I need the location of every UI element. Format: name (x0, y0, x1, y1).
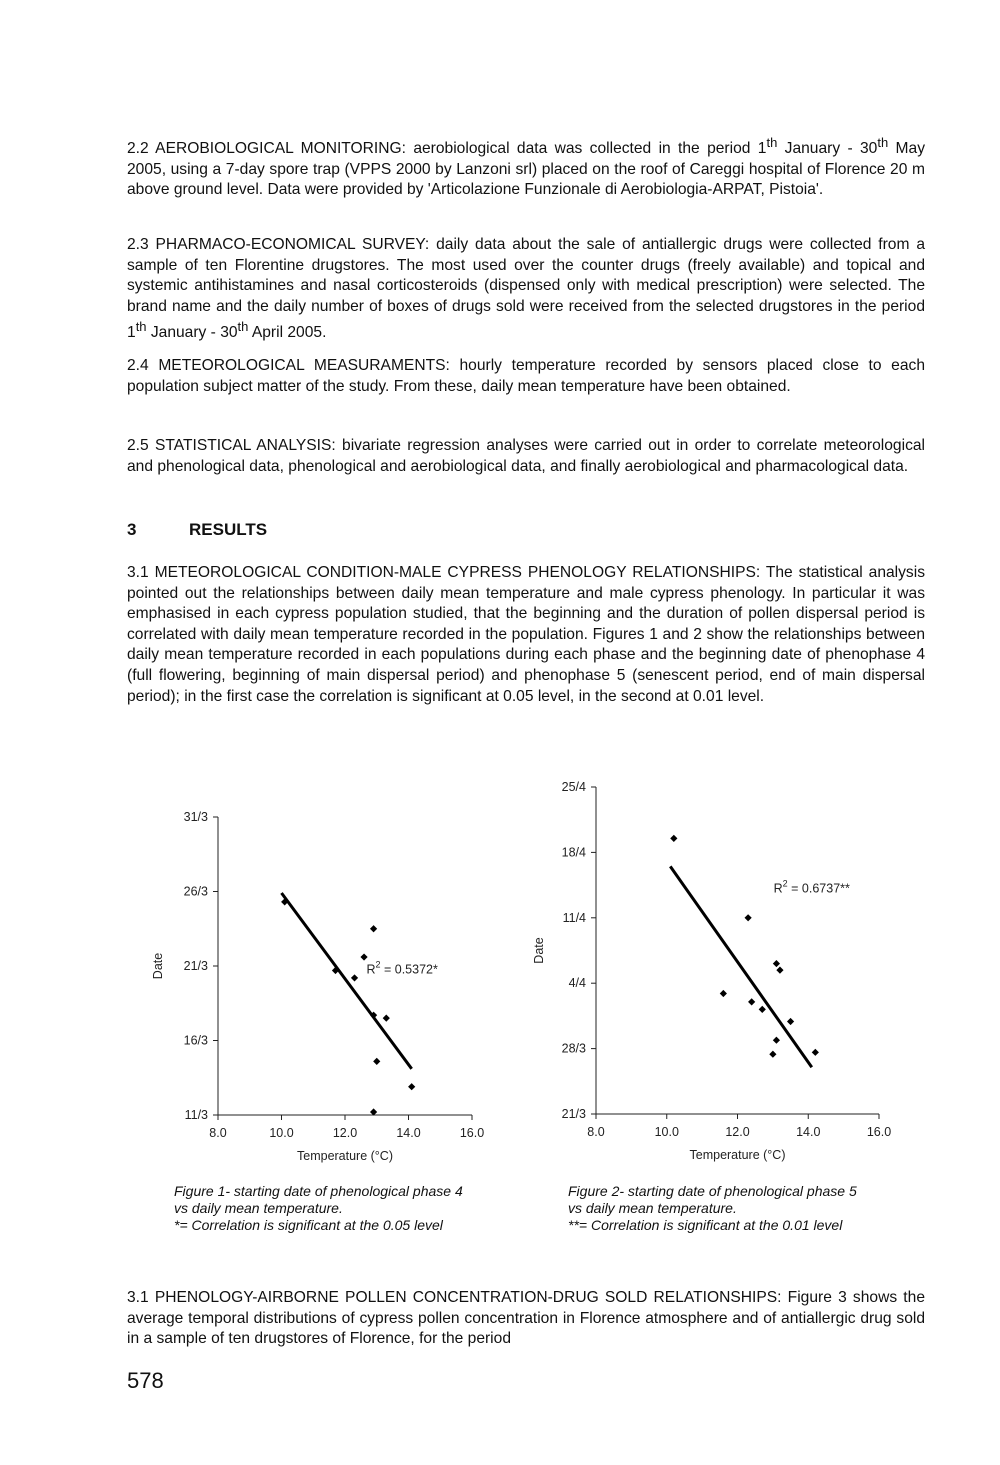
figure-2-r-squared-exponent: 2 (782, 878, 788, 889)
section-2-2-text-c: May 2005, using a 7-day spore trap (VPPS 2000 by Lanzoni srl) placed on the roof of Careggi hospital of Florence 20 m above ground level. Data were provided by 'Articolazione Funzionale di Aerobiologia-ARPAT, Pistoia'. (127, 140, 926, 199)
section-2-5-paragraph: 2.5 STATISTICAL ANALYSIS: bivariate regression analyses were carried out in order to correlate meteorological and phenological data, phenological and aerobiological data, and finally aerobiological and pharmacological data. (127, 437, 925, 475)
figure-2-y-tick-label: 11/4 (562, 910, 586, 925)
figure-2-y-tick-label: 4/4 (568, 976, 586, 991)
figure-2-caption (568, 1183, 857, 1234)
section-2-2-paragraph (127, 133, 925, 201)
figure-2-data-point (776, 967, 783, 974)
figure-1-x-tick-label: 8.0 (209, 1126, 227, 1140)
figure-2-data-point (720, 990, 727, 997)
figure-2-data-point (787, 1018, 794, 1025)
figure-1-x-tick-label: 14.0 (396, 1126, 421, 1140)
figure-2-regression-line (670, 866, 812, 1067)
results-heading (127, 520, 267, 540)
figure-2-caption-line-2: vs daily mean temperature. (568, 1200, 737, 1216)
section-2-3-paragraph (127, 235, 925, 344)
section-3-1-second-paragraph: 3.1 PHENOLOGY-AIRBORNE POLLEN CONCENTRATION-DRUG SOLD RELATIONSHIPS: Figure 3 shows the average temporal distributions of cypress pollen concentration in Florence atmosphere and of antiallergic drug sold in a sample of ten drugstores of Florence, for the period (127, 1289, 925, 1348)
figure-2-data-point (812, 1049, 819, 1056)
figure-1-data-point (408, 1083, 415, 1090)
figure-2-x-tick-label: 12.0 (725, 1125, 750, 1139)
figure-2-data-point (773, 1037, 780, 1044)
section-2-3-sup-b: th (237, 319, 249, 335)
figure-1-chart (140, 790, 520, 1180)
section-2-2-text-a: 2.2 AEROBIOLOGICAL MONITORING: aerobiological data was collected in the period 1 (127, 140, 767, 158)
figure-1-data-point (351, 974, 358, 981)
figure-2-x-axis-title: Temperature (°C) (689, 1148, 786, 1162)
figure-2-y-tick-label: 28/3 (561, 1041, 586, 1056)
section-2-4-paragraph: 2.4 METEOROLOGICAL MEASURAMENTS: hourly temperature recorded by sensors placed close to each population subject matter of the study. From these, daily mean temperature have been obtained. (127, 357, 925, 395)
figure-2-r-squared-label (774, 879, 850, 896)
section-3-1-paragraph: 3.1 METEOROLOGICAL CONDITION-MALE CYPRESS PHENOLOGY RELATIONSHIPS: The statistical analysis pointed out the relationships between daily mean temperature and male cypress phenology. In particular it was emphasised in each cypress population studied, that the beginning and the duration of pollen dispersal period is correlated with daily mean temperature recorded in the population. Figures 1 and 2 show the relationships between daily mean temperature recorded in each populations during each phase and the beginning date of phenophase 4 (full flowering, beginning of main dispersal period) and phenophase 5 (senescent period, end of main dispersal period); in the first case the correlation is significant at 0.05 level, in the second at 0.01 level. (127, 564, 925, 705)
figure-1-y-tick-label: 31/3 (183, 810, 208, 824)
section-2-2-text-b: January - 30 (777, 140, 878, 158)
figure-1-data-point (373, 1058, 380, 1065)
figure-1-y-tick-label: 16/3 (183, 1033, 208, 1048)
figure-2-data-point (748, 998, 755, 1005)
figure-1-caption-line-3: *= Correlation is significant at the 0.05 level (174, 1217, 443, 1233)
figure-1-y-tick-label: 26/3 (183, 884, 208, 899)
figure-2-caption-line-1: Figure 2- starting date of phenological phase 5 (568, 1183, 857, 1199)
section-2-2-sup-a: th (766, 135, 778, 150)
figure-1-caption-line-2: vs daily mean temperature. (174, 1200, 343, 1216)
figure-2-y-tick-label: 25/4 (561, 780, 586, 794)
figure-1-r-squared-value: = 0.5372* (380, 962, 438, 977)
figure-2-caption-line-3: **= Correlation is significant at the 0.01 level (568, 1217, 843, 1233)
figure-2-y-tick-label: 18/4 (561, 845, 586, 860)
figure-2-y-axis-title: Date (532, 937, 546, 964)
figure-2-x-tick-label: 14.0 (796, 1125, 821, 1139)
figure-2-data-point (745, 914, 752, 921)
figure-2 (515, 772, 915, 1172)
figure-2-r-squared-prefix: R (773, 881, 783, 896)
figure-2-data-point (670, 835, 677, 842)
figure-1-x-tick-label: 12.0 (332, 1126, 358, 1140)
results-heading-number: 3 (127, 520, 137, 539)
figure-2-x-tick-label: 8.0 (587, 1125, 605, 1139)
figure-2-data-point (759, 1006, 766, 1013)
figure-1-y-tick-label: 21/3 (183, 959, 208, 973)
figure-1-data-point (370, 925, 377, 932)
figure-1-y-tick-label: 11/3 (184, 1108, 208, 1122)
figure-1-data-point (360, 953, 367, 960)
section-2-3-text-c: April 2005. (248, 324, 327, 342)
figure-1-y-axis-title: Date (151, 952, 165, 980)
figure-1 (140, 790, 520, 1180)
figure-1-regression-line (282, 893, 412, 1069)
section-2-3-text-b: January - 30 (146, 324, 238, 342)
figure-2-r-squared-value: = 0.6737** (787, 881, 850, 896)
figure-2-x-tick-label: 16.0 (866, 1125, 892, 1139)
figure-1-x-tick-label: 16.0 (459, 1126, 485, 1140)
section-2-2-sup-b: th (877, 135, 889, 150)
figure-1-caption (174, 1183, 463, 1234)
figure-1-r-squared-prefix: R (366, 962, 376, 977)
figure-2-chart (515, 772, 915, 1172)
page-number: 578 (127, 1368, 164, 1393)
figure-1-r-squared-exponent: 2 (375, 959, 381, 970)
figure-1-r-squared-label (366, 959, 438, 976)
figure-2-y-tick-label: 21/3 (561, 1107, 586, 1121)
section-2-3-sup-a: th (135, 319, 147, 335)
results-heading-title: RESULTS (189, 520, 268, 539)
figure-2-data-point (773, 960, 780, 967)
figure-1-caption-line-1: Figure 1- starting date of phenological phase 4 (174, 1183, 463, 1199)
figure-1-x-tick-label: 10.0 (269, 1126, 294, 1140)
section-2-3-text-a: 2.3 PHARMACO-ECONOMICAL SURVEY: daily data about the sale of antiallergic drugs were collected from a sample of ten Florentine drugstores. The most used over the counter drugs (freely available) and topical and systemic antihistamines and nasal corticosteroids (dispensed only with medical prescription) were selected. The brand name and the daily number of boxes of drugs sold were received from the selected drugstores in the period 1 (127, 236, 925, 342)
figure-2-x-tick-label: 10.0 (654, 1125, 679, 1139)
figure-1-x-axis-title: Temperature (°C) (297, 1149, 393, 1163)
figure-2-data-point (769, 1051, 776, 1058)
figure-1-data-point (383, 1015, 390, 1022)
